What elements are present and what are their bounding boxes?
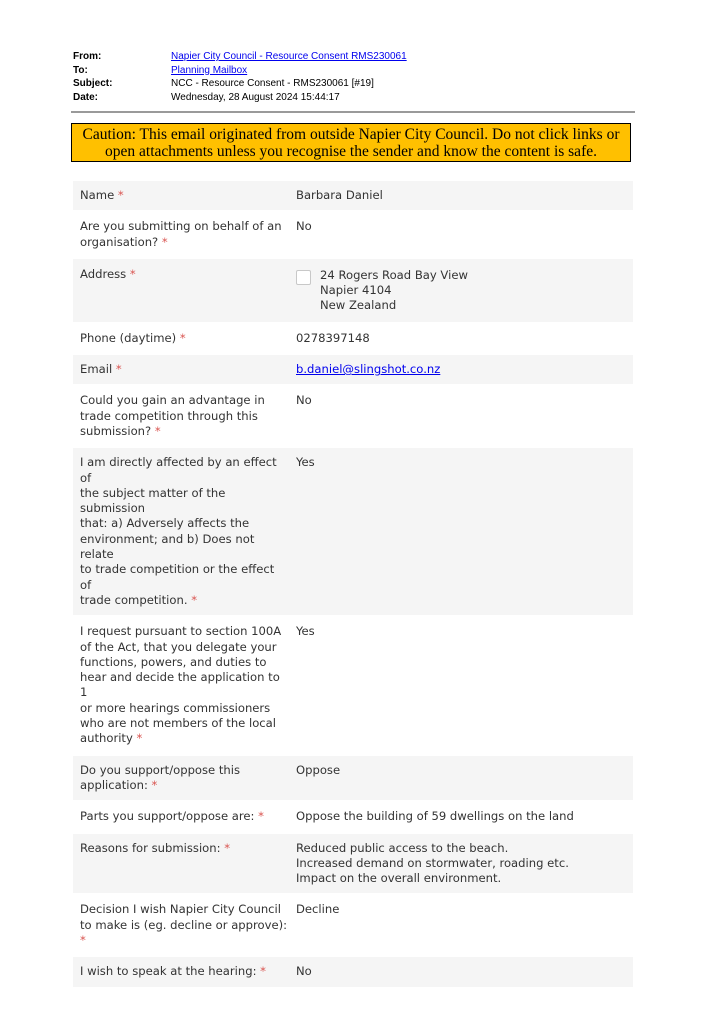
directly-affected-label-line: I am directly affected by an effect of — [80, 455, 277, 485]
phone-row — [73, 324, 633, 355]
parts-row — [73, 802, 633, 833]
support-oppose-label — [80, 763, 296, 794]
submission-form — [73, 181, 633, 989]
to-row — [73, 64, 633, 78]
email-value — [296, 362, 626, 377]
decision-value: Decline — [296, 902, 340, 917]
required-marker: * — [80, 932, 86, 947]
trade-advantage-value: No — [296, 393, 312, 408]
directly-affected-value: Yes — [296, 455, 315, 470]
name-label-text: Name — [80, 188, 115, 202]
required-marker: * — [191, 592, 197, 607]
address-line-2: Napier 4104 — [320, 283, 392, 298]
on-behalf-label-line: Are you submitting on behalf of an — [80, 219, 282, 234]
delegate-label-line: who are not members of the local — [80, 716, 277, 731]
to-link[interactable]: Planning Mailbox — [171, 64, 248, 76]
directly-affected-label-line: environment; and b) Does not relate — [80, 531, 255, 562]
delegate-label-line: functions, powers, and duties to — [80, 654, 267, 669]
email-row — [73, 355, 633, 386]
reasons-row — [73, 834, 633, 896]
trade-advantage-label — [80, 393, 296, 439]
decision-row — [73, 895, 633, 957]
required-marker: * — [117, 188, 124, 202]
speak-row — [73, 957, 633, 988]
support-oppose-label-line: application: — [80, 777, 148, 792]
email-link[interactable]: b.daniel@slingshot.co.nz — [296, 362, 441, 377]
caution-line-2: open attachments unless you recognise the sender and know the content is safe. — [105, 143, 597, 160]
delegate-label-line: I request pursuant to section 100A — [80, 624, 282, 639]
date-row — [73, 91, 633, 105]
delegate-value: Yes — [296, 624, 315, 639]
required-marker: * — [129, 266, 136, 281]
required-marker: * — [161, 234, 168, 249]
address-row — [73, 259, 633, 324]
name-value: Barbara Daniel — [296, 188, 383, 202]
address-checkbox[interactable] — [296, 270, 311, 285]
required-marker: * — [154, 423, 161, 438]
trade-advantage-label-line: trade competition through this — [80, 408, 258, 423]
name-row — [73, 181, 633, 212]
required-marker: * — [136, 731, 143, 746]
required-marker: * — [115, 362, 122, 377]
delegate-row — [73, 617, 633, 755]
from-row — [73, 50, 633, 64]
parts-value: Oppose the building of 59 dwellings on the land — [296, 809, 574, 824]
on-behalf-value: No — [296, 219, 312, 234]
parts-label — [80, 809, 296, 824]
email-label-text: Email — [80, 362, 113, 377]
phone-value: 0278397148 — [296, 330, 370, 345]
directly-affected-label-line: that: a) Adversely affects the — [80, 516, 250, 531]
trade-advantage-label-line: Could you gain an advantage in — [80, 393, 265, 408]
phone-label — [80, 331, 296, 346]
delegate-label-line: hear and decide the application to 1 — [80, 670, 280, 700]
name-label — [80, 188, 296, 203]
from-link[interactable]: Napier City Council - Resource Consent RMS230061 — [171, 51, 407, 62]
address-label-text: Address — [80, 266, 127, 281]
address-label — [80, 267, 296, 314]
reasons-label-text: Reasons for submission: — [80, 840, 221, 855]
email-label — [80, 362, 296, 377]
subject-row — [73, 77, 633, 91]
caution-banner — [71, 123, 631, 162]
trade-advantage-row — [73, 386, 633, 448]
parts-label-text: Parts you support/oppose are: — [80, 809, 255, 824]
decision-label — [80, 902, 296, 948]
reasons-value — [296, 841, 626, 887]
delegate-label-line: of the Act, that you delegate your — [80, 639, 277, 654]
trade-advantage-label-line: submission? — [80, 423, 152, 438]
speak-label-text: I wish to speak at the hearing: — [80, 964, 257, 979]
date-value: Wednesday, 28 August 2024 15:44:17 — [171, 91, 340, 103]
to-label: To: — [73, 64, 88, 76]
address-value — [296, 267, 626, 314]
decision-label-line: to make is (eg. decline or approve): — [80, 917, 288, 932]
directly-affected-label-line: to trade competition or the effect of — [80, 562, 275, 592]
required-marker: * — [151, 777, 158, 792]
header-divider — [71, 111, 635, 113]
delegate-label-line: or more hearings commissioners — [80, 700, 271, 715]
address-line-3: New Zealand — [320, 298, 397, 313]
support-oppose-value: Oppose — [296, 762, 341, 777]
delegate-label — [80, 624, 296, 746]
directly-affected-label — [80, 455, 296, 608]
speak-label — [80, 964, 296, 979]
support-oppose-row — [73, 756, 633, 803]
required-marker: * — [179, 330, 186, 345]
directly-affected-label-line: trade competition. — [80, 592, 188, 607]
reasons-line: Impact on the overall environment. — [296, 871, 502, 886]
required-marker: * — [258, 809, 264, 824]
directly-affected-row — [73, 448, 633, 617]
directly-affected-label-line: the subject matter of the submission — [80, 485, 226, 516]
on-behalf-row — [73, 212, 633, 259]
reasons-line: Reduced public access to the beach. — [296, 840, 509, 855]
phone-label-text: Phone (daytime) — [80, 330, 177, 345]
support-oppose-label-line: Do you support/oppose this — [80, 762, 241, 777]
subject-label: Subject: — [73, 78, 113, 89]
address-lines — [320, 267, 468, 314]
date-label: Date: — [73, 91, 99, 103]
required-marker: * — [224, 840, 231, 855]
reasons-line: Increased demand on stormwater, roading etc. — [296, 855, 569, 870]
on-behalf-label-line: organisation? — [80, 234, 159, 249]
on-behalf-label — [80, 219, 296, 250]
subject-value: NCC - Resource Consent - RMS230061 [#19] — [171, 78, 374, 89]
reasons-label — [80, 841, 296, 887]
caution-line-1: Caution: This email originated from outside Napier City Council. Do not click links or — [82, 126, 620, 143]
decision-label-line: Decision I wish Napier City Council — [80, 902, 281, 917]
email-header — [73, 50, 633, 104]
speak-value: No — [296, 964, 312, 979]
delegate-label-line: authority — [80, 731, 133, 746]
required-marker: * — [260, 964, 266, 979]
from-label: From: — [73, 51, 102, 62]
address-line-1: 24 Rogers Road Bay View — [320, 267, 468, 282]
